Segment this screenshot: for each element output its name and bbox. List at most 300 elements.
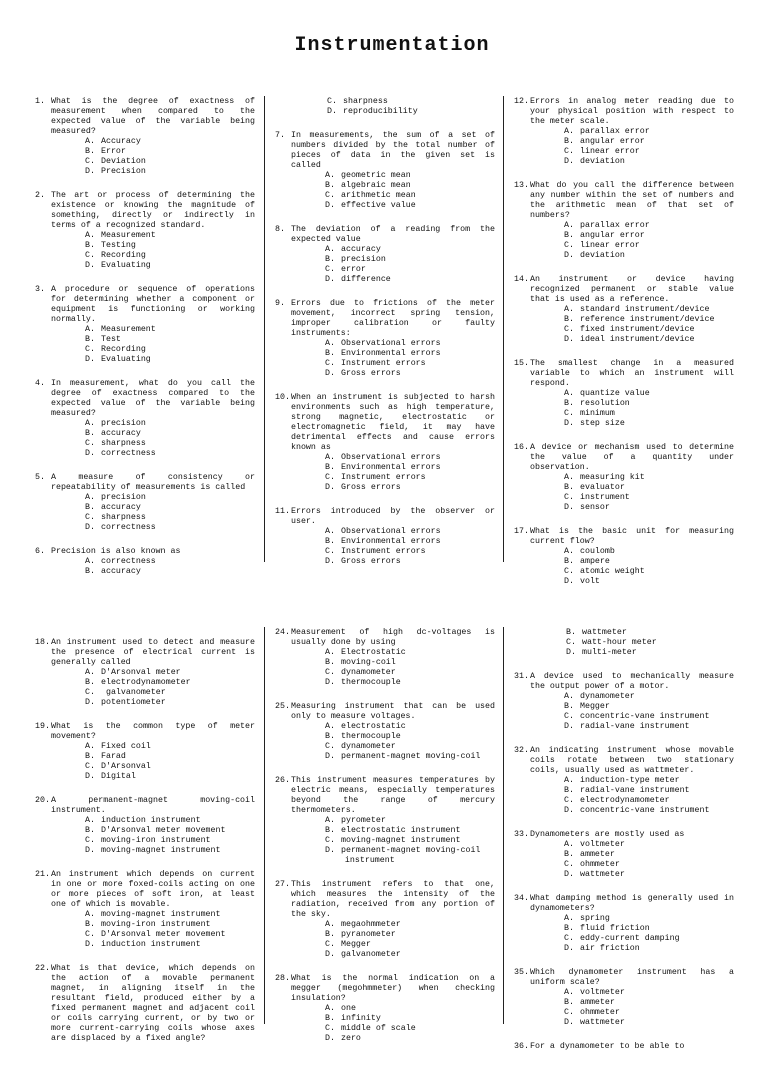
option-letter: A. bbox=[564, 473, 574, 482]
option-item bbox=[85, 513, 255, 523]
option-text: precision bbox=[341, 255, 386, 264]
option-item bbox=[325, 846, 495, 866]
option-letter: D. bbox=[325, 1034, 335, 1043]
option-text: algebraic mean bbox=[341, 181, 411, 190]
question-number: 33. bbox=[514, 830, 529, 839]
option-item bbox=[85, 920, 255, 930]
option-text: parallax error bbox=[580, 221, 650, 230]
option-text: sensor bbox=[580, 503, 610, 512]
option-text: Testing bbox=[101, 241, 136, 250]
option-text: voltmeter bbox=[580, 840, 625, 849]
option-letter: D. bbox=[564, 335, 574, 344]
option-item bbox=[564, 483, 734, 493]
option-list bbox=[564, 127, 734, 167]
option-letter: A. bbox=[325, 648, 335, 657]
question-item bbox=[514, 830, 734, 880]
option-list bbox=[85, 668, 255, 708]
option-letter: D. bbox=[564, 1018, 574, 1027]
option-item bbox=[85, 157, 255, 167]
option-text: volt bbox=[580, 577, 600, 586]
question-item bbox=[275, 131, 495, 211]
option-letter: C. bbox=[85, 251, 95, 260]
question-text: What do you call the difference between any number within the set of numbers and the arithmetic mean of that set of numbers? bbox=[530, 181, 734, 220]
option-item bbox=[325, 181, 495, 191]
option-text: D'Arsonval meter bbox=[101, 668, 181, 677]
option-list bbox=[85, 231, 255, 271]
question-item bbox=[275, 880, 495, 960]
question-item bbox=[35, 473, 255, 533]
option-text: Error bbox=[101, 147, 126, 156]
option-item bbox=[85, 325, 255, 335]
option-letter: D. bbox=[325, 557, 335, 566]
option-letter: D. bbox=[325, 846, 335, 855]
question-text: Dynamometers are mostly used as bbox=[530, 830, 685, 839]
option-text: resolution bbox=[580, 399, 630, 408]
option-letter: C. bbox=[564, 147, 574, 156]
option-text: accuracy bbox=[341, 245, 381, 254]
option-letter: B. bbox=[85, 241, 95, 250]
question-number: 1. bbox=[35, 97, 45, 106]
option-item bbox=[564, 409, 734, 419]
option-letter: A. bbox=[85, 419, 95, 428]
option-item bbox=[325, 527, 495, 537]
question-item bbox=[275, 702, 495, 762]
continued-options bbox=[327, 97, 495, 117]
question-item bbox=[275, 628, 495, 688]
option-text: permanent-magnet moving-coil instrument bbox=[341, 846, 481, 865]
question-text: Which dynamometer instrument has a uniform scale? bbox=[530, 968, 734, 987]
option-text: effective value bbox=[341, 201, 416, 210]
question-number: 3. bbox=[35, 285, 45, 294]
option-letter: B. bbox=[564, 557, 574, 566]
option-letter: A. bbox=[325, 527, 335, 536]
option-item bbox=[564, 840, 734, 850]
option-item bbox=[564, 305, 734, 315]
option-text: minimum bbox=[580, 409, 615, 418]
option-letter: D. bbox=[325, 678, 335, 687]
option-letter: B. bbox=[564, 315, 574, 324]
question-item bbox=[514, 894, 734, 954]
option-text: eddy-current damping bbox=[580, 934, 680, 943]
option-item bbox=[564, 325, 734, 335]
option-letter: A. bbox=[325, 171, 335, 180]
question-number: 16. bbox=[514, 443, 529, 452]
option-list bbox=[85, 325, 255, 365]
option-text: sharpness bbox=[101, 513, 146, 522]
option-letter: D. bbox=[85, 449, 95, 458]
option-text: angular error bbox=[580, 137, 645, 146]
question-text: A measure of consistency or repeatability of measurements is called bbox=[51, 473, 255, 492]
option-text: ideal instrument/device bbox=[580, 335, 695, 344]
option-item bbox=[564, 1018, 734, 1028]
option-item bbox=[564, 988, 734, 998]
question-number: 2. bbox=[35, 191, 45, 200]
option-text: pyrometer bbox=[341, 816, 386, 825]
option-text: linear error bbox=[580, 241, 640, 250]
question-number: 14. bbox=[514, 275, 529, 284]
question-item bbox=[275, 299, 495, 379]
option-letter: A. bbox=[564, 221, 574, 230]
question-column-2 bbox=[275, 97, 495, 581]
option-letter: A. bbox=[564, 988, 574, 997]
option-item bbox=[325, 171, 495, 181]
option-text: deviation bbox=[580, 157, 625, 166]
option-text: D'Arsonval meter movement bbox=[101, 826, 226, 835]
question-number: 8. bbox=[275, 225, 285, 234]
option-text: fluid friction bbox=[580, 924, 650, 933]
question-item bbox=[35, 97, 255, 177]
option-text: quantize value bbox=[580, 389, 650, 398]
option-text: accuracy bbox=[101, 503, 141, 512]
option-letter: C. bbox=[85, 345, 95, 354]
question-text: An instrument which depends on current in one or more foxed-coils acting on one or more pieces of soft iron, at least one of which is movable. bbox=[51, 870, 255, 909]
option-text: Precision bbox=[101, 167, 146, 176]
option-item bbox=[564, 473, 734, 483]
option-text: multi-meter bbox=[582, 648, 637, 657]
option-list bbox=[564, 305, 734, 345]
option-text: evaluator bbox=[580, 483, 625, 492]
option-text: thermocouple bbox=[341, 732, 401, 741]
option-letter: C. bbox=[564, 1008, 574, 1017]
question-text: A device or mechanism used to determine the value of a quantity under observation. bbox=[530, 443, 734, 472]
option-letter: C. bbox=[85, 157, 95, 166]
option-text: standard instrument/device bbox=[580, 305, 710, 314]
option-item bbox=[85, 846, 255, 856]
option-letter: B. bbox=[564, 399, 574, 408]
question-number: 5. bbox=[35, 473, 45, 482]
option-letter: C. bbox=[85, 836, 95, 845]
option-letter: C. bbox=[325, 742, 335, 751]
option-item bbox=[85, 678, 255, 688]
question-item bbox=[514, 97, 734, 167]
option-item bbox=[564, 924, 734, 934]
option-letter: A. bbox=[325, 920, 335, 929]
option-letter: D. bbox=[325, 201, 335, 210]
question-item bbox=[514, 672, 734, 732]
option-letter: B. bbox=[325, 826, 335, 835]
option-text: fixed instrument/device bbox=[580, 325, 695, 334]
question-item bbox=[514, 527, 734, 587]
option-letter: C. bbox=[564, 493, 574, 502]
option-item bbox=[325, 658, 495, 668]
option-text: correctness bbox=[101, 523, 156, 532]
option-item bbox=[85, 345, 255, 355]
option-text: concentric-vane instrument bbox=[580, 806, 710, 815]
question-column-4 bbox=[35, 638, 255, 1058]
question-column-6 bbox=[514, 628, 734, 1066]
option-list bbox=[325, 245, 495, 285]
option-letter: D. bbox=[85, 261, 95, 270]
question-text: What damping method is generally used in dynamometers? bbox=[530, 894, 734, 913]
option-text: parallax error bbox=[580, 127, 650, 136]
option-list bbox=[564, 776, 734, 816]
question-item bbox=[35, 285, 255, 365]
option-item bbox=[564, 241, 734, 251]
option-text: D'Arsonval meter movement bbox=[101, 930, 226, 939]
option-text: Gross errors bbox=[341, 369, 401, 378]
question-item bbox=[35, 638, 255, 708]
option-text: electrostatic instrument bbox=[341, 826, 461, 835]
option-item bbox=[325, 930, 495, 940]
question-item bbox=[35, 191, 255, 271]
question-item bbox=[275, 507, 495, 567]
option-item bbox=[325, 463, 495, 473]
option-item bbox=[85, 762, 255, 772]
question-text: This instrument refers to that one, which measures the intensity of the radiation, received from any portion of the sky. bbox=[291, 880, 495, 919]
option-list bbox=[564, 389, 734, 429]
option-letter: C. bbox=[85, 762, 95, 771]
option-letter: D. bbox=[564, 577, 574, 586]
question-item bbox=[514, 1042, 734, 1052]
option-text: ohmmeter bbox=[580, 1008, 620, 1017]
option-list bbox=[325, 453, 495, 493]
option-item bbox=[327, 97, 495, 107]
question-item bbox=[35, 547, 255, 577]
option-item bbox=[564, 712, 734, 722]
option-list bbox=[325, 920, 495, 960]
option-text: atomic weight bbox=[580, 567, 645, 576]
option-item bbox=[325, 349, 495, 359]
question-text: In measurements, the sum of a set of numbers divided by the total number of pieces of data in the given set is called bbox=[291, 131, 495, 170]
option-text: Deviation bbox=[101, 157, 146, 166]
option-text: dynamometer bbox=[341, 742, 396, 751]
question-item bbox=[514, 275, 734, 345]
option-text: precision bbox=[101, 493, 146, 502]
option-item bbox=[85, 668, 255, 678]
question-text: An indicating instrument whose movable coils rotate between two stationary coils, usually used as wattmeter. bbox=[530, 746, 734, 775]
question-number: 31. bbox=[514, 672, 529, 681]
question-column-1 bbox=[35, 97, 255, 591]
option-letter: A. bbox=[564, 692, 574, 701]
option-item bbox=[325, 826, 495, 836]
option-letter: A. bbox=[85, 231, 95, 240]
option-letter: C. bbox=[325, 547, 335, 556]
option-letter: D. bbox=[566, 648, 576, 657]
option-letter: D. bbox=[564, 944, 574, 953]
option-item bbox=[85, 752, 255, 762]
option-item bbox=[85, 567, 255, 577]
option-letter: A. bbox=[564, 389, 574, 398]
option-text: Observational errors bbox=[341, 453, 441, 462]
option-text: coulomb bbox=[580, 547, 615, 556]
option-list bbox=[564, 221, 734, 261]
option-text: linear error bbox=[580, 147, 640, 156]
option-letter: A. bbox=[325, 816, 335, 825]
option-text: ohmmeter bbox=[580, 860, 620, 869]
option-item bbox=[564, 389, 734, 399]
option-text: Instrument errors bbox=[341, 547, 426, 556]
question-item bbox=[35, 870, 255, 950]
question-text: In measurement, what do you call the degree of exactness compared to the expected value of the variable being measured? bbox=[51, 379, 255, 418]
option-text: Environmental errors bbox=[341, 537, 441, 546]
option-letter: A. bbox=[564, 547, 574, 556]
option-letter: C. bbox=[325, 359, 335, 368]
option-letter: B. bbox=[85, 920, 95, 929]
option-text: air friction bbox=[580, 944, 640, 953]
option-letter: B. bbox=[564, 231, 574, 240]
question-number: 7. bbox=[275, 131, 285, 140]
option-text: Measurement bbox=[101, 325, 156, 334]
option-letter: A. bbox=[325, 1004, 335, 1013]
option-item bbox=[325, 1034, 495, 1044]
continued-options bbox=[566, 628, 734, 658]
option-text: radial-vane instrument bbox=[580, 722, 690, 731]
question-item bbox=[275, 776, 495, 866]
question-text: What is the basic unit for measuring current flow? bbox=[530, 527, 734, 546]
option-item bbox=[325, 201, 495, 211]
option-letter: D. bbox=[564, 251, 574, 260]
option-text: Megger bbox=[580, 702, 610, 711]
option-text: Fixed coil bbox=[101, 742, 151, 751]
option-item bbox=[564, 914, 734, 924]
option-text: middle of scale bbox=[341, 1024, 416, 1033]
option-letter: B. bbox=[325, 658, 335, 667]
option-item bbox=[325, 732, 495, 742]
option-item bbox=[85, 241, 255, 251]
question-item bbox=[35, 796, 255, 856]
option-text: Recording bbox=[101, 345, 146, 354]
option-letter: A. bbox=[85, 816, 95, 825]
option-list bbox=[325, 171, 495, 211]
option-item bbox=[325, 265, 495, 275]
option-list bbox=[325, 722, 495, 762]
option-letter: D. bbox=[325, 275, 335, 284]
question-number: 25. bbox=[275, 702, 290, 711]
option-letter: A. bbox=[564, 840, 574, 849]
option-letter: A. bbox=[85, 742, 95, 751]
option-item bbox=[325, 473, 495, 483]
option-letter: A. bbox=[85, 557, 95, 566]
option-item bbox=[85, 439, 255, 449]
option-letter: B. bbox=[85, 678, 95, 687]
option-letter: B. bbox=[85, 826, 95, 835]
question-number: 32. bbox=[514, 746, 529, 755]
option-letter: D. bbox=[85, 940, 95, 949]
column-divider-bottom-left bbox=[264, 627, 265, 1024]
option-item bbox=[325, 920, 495, 930]
option-item bbox=[564, 944, 734, 954]
question-text: What is that device, which depends on the action of a movable permanent magnet, in aligning itself in the resultant field, produced either by a fixed permanent magnet and adjacent coil or coils carrying current, or by two or more current-carrying coils whose axes are displaced by a fixed angle? bbox=[51, 964, 255, 1043]
option-item bbox=[325, 245, 495, 255]
page-title: Instrumentation bbox=[294, 34, 490, 57]
option-letter: B. bbox=[85, 503, 95, 512]
option-letter: A. bbox=[85, 668, 95, 677]
option-item bbox=[325, 1024, 495, 1034]
question-text: The art or process of determining the existence or knowing the magnitude of something, directly or indirectly in terms of a recognized standard. bbox=[51, 191, 255, 230]
option-text: moving-coil bbox=[341, 658, 396, 667]
option-item bbox=[85, 251, 255, 261]
option-item bbox=[85, 503, 255, 513]
option-item bbox=[325, 722, 495, 732]
option-letter: B. bbox=[325, 930, 335, 939]
option-letter: C. bbox=[325, 1024, 335, 1033]
option-text: sharpness bbox=[101, 439, 146, 448]
option-letter: B. bbox=[85, 567, 95, 576]
option-item bbox=[85, 429, 255, 439]
option-letter: D. bbox=[85, 772, 95, 781]
option-letter: B. bbox=[85, 147, 95, 156]
option-text: Accuracy bbox=[101, 137, 141, 146]
option-text: Electrostatic bbox=[341, 648, 406, 657]
option-item bbox=[564, 557, 734, 567]
option-letter: B. bbox=[564, 137, 574, 146]
option-text: spring bbox=[580, 914, 610, 923]
option-item bbox=[85, 147, 255, 157]
option-item bbox=[564, 157, 734, 167]
option-list bbox=[325, 339, 495, 379]
option-letter: C. bbox=[85, 930, 95, 939]
option-item bbox=[85, 449, 255, 459]
option-letter: B. bbox=[564, 924, 574, 933]
option-letter: D. bbox=[564, 806, 574, 815]
option-list bbox=[85, 742, 255, 782]
question-text: Errors due to frictions of the meter movement, incorrect spring tension, improper calibration or faulty instruments: bbox=[291, 299, 495, 338]
question-text: A permanent-magnet moving-coil instrument. bbox=[51, 796, 255, 815]
option-text: dynamometer bbox=[580, 692, 635, 701]
option-text: Gross errors bbox=[341, 483, 401, 492]
question-number: 27. bbox=[275, 880, 290, 889]
option-list bbox=[85, 557, 255, 577]
question-number: 13. bbox=[514, 181, 529, 190]
option-item bbox=[85, 137, 255, 147]
option-letter: A. bbox=[325, 722, 335, 731]
option-letter: A. bbox=[564, 127, 574, 136]
option-item bbox=[85, 231, 255, 241]
option-item bbox=[564, 315, 734, 325]
option-text: Digital bbox=[101, 772, 136, 781]
question-text: Errors introduced by the observer or user. bbox=[291, 507, 495, 526]
question-number: 4. bbox=[35, 379, 45, 388]
question-number: 20. bbox=[35, 796, 50, 805]
option-text: deviation bbox=[580, 251, 625, 260]
option-text: correctness bbox=[101, 557, 156, 566]
option-list bbox=[564, 692, 734, 732]
option-letter: C. bbox=[564, 796, 574, 805]
option-text: concentric-vane instrument bbox=[580, 712, 710, 721]
question-number: 19. bbox=[35, 722, 50, 731]
question-column-3 bbox=[514, 97, 734, 601]
option-letter: A. bbox=[325, 339, 335, 348]
option-item bbox=[85, 419, 255, 429]
question-text: An instrument or device having recognized permanent or stable value that is used as a reference. bbox=[530, 275, 734, 304]
option-item bbox=[564, 786, 734, 796]
option-item bbox=[564, 503, 734, 513]
option-item bbox=[564, 806, 734, 816]
option-item bbox=[85, 688, 255, 698]
option-item bbox=[564, 419, 734, 429]
option-item bbox=[325, 668, 495, 678]
question-number: 26. bbox=[275, 776, 290, 785]
option-item bbox=[564, 399, 734, 409]
option-letter: C. bbox=[325, 940, 335, 949]
question-text: Errors in analog meter reading due to your physical position with respect to the meter scale. bbox=[530, 97, 734, 126]
option-item bbox=[85, 826, 255, 836]
question-item bbox=[514, 968, 734, 1028]
option-item bbox=[325, 742, 495, 752]
option-text: ampere bbox=[580, 557, 610, 566]
question-item bbox=[514, 181, 734, 261]
option-item bbox=[325, 816, 495, 826]
option-item bbox=[564, 221, 734, 231]
option-text: electrodynamometer bbox=[101, 678, 191, 687]
column-divider-bottom-right bbox=[503, 627, 504, 1024]
question-text: This instrument measures temperatures by electric means, especially temperatures beyond the range of mercury thermometers. bbox=[291, 776, 495, 815]
option-text: wattmeter bbox=[582, 628, 627, 637]
option-text: moving-magnet instrument bbox=[101, 846, 221, 855]
option-list bbox=[85, 816, 255, 856]
option-text: galvanometer bbox=[341, 950, 401, 959]
option-item bbox=[85, 930, 255, 940]
